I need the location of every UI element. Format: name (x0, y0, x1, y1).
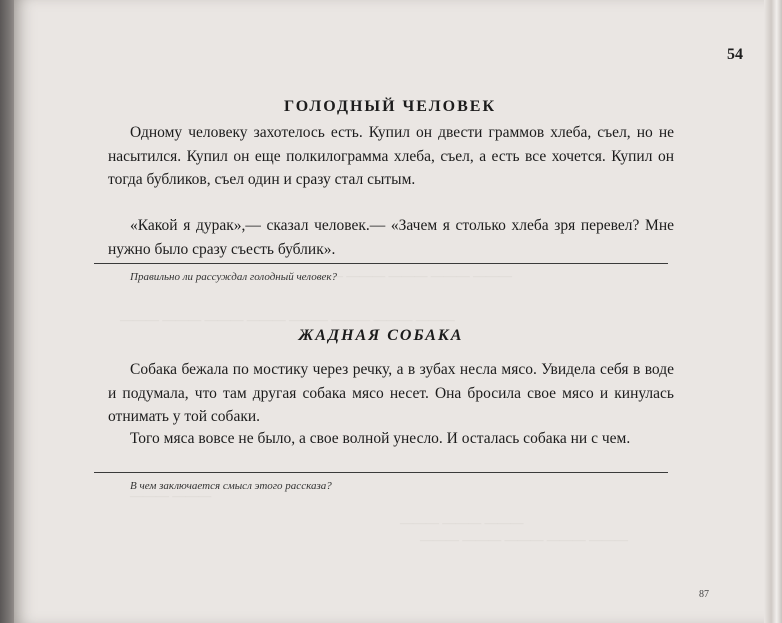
story2-paragraph-1: Собака бежала по мостику через речку, а в зубах несла мясо. Увидела себя в воде и подумала, что там другая собака мясо несет. Она бросила свое мясо и кинулась отнимать у той собаки. (108, 361, 674, 425)
story-title-hungry-man: ГОЛОДНЫЙ ЧЕЛОВЕК (283, 98, 497, 115)
story1-paragraph-1: Одному человеку захотелось есть. Купил он двести граммов хлеба, съел, но не насытился. Купил он еще полкилограмма хлеба, съел, а есть все хочется. Купил он тогда бубликов, съел один и сразу стал сытым. (108, 124, 674, 188)
divider-rule (94, 472, 668, 473)
story-title-greedy-dog: ЖАДНАЯ СОБАКА (298, 327, 464, 344)
story2-question: В чем заключается смысл этого рассказа? (130, 480, 332, 492)
page-edge (764, 0, 782, 623)
story1-question: Правильно ли рассуждал голодный человек? (130, 271, 338, 283)
bleed-through-text: ——— ——— ——— ——— ——— (420, 532, 628, 547)
bleed-through-text: ——— ——— ——— (400, 515, 524, 530)
story1-paragraph-2: «Какой я дурак»,— сказал человек.— «Зачем я столько хлеба зря перевел? Мне нужно было сразу съесть бублик». (108, 217, 674, 258)
page-number-top: 54 (727, 46, 743, 63)
page-number-bottom: 87 (699, 589, 709, 600)
divider-rule (94, 263, 668, 264)
story2-paragraph-2: Того мяса вовсе не было, а свое волной унесло. И осталась собака ни с чем. (130, 430, 631, 447)
bleed-through-text: ——— ——— (130, 488, 212, 503)
bleed-through-text: — ——— ——— ——— ——— (330, 268, 512, 283)
bleed-through-text: ——— ——— ——— ——— ——— ——— ——— ——— (120, 312, 455, 327)
